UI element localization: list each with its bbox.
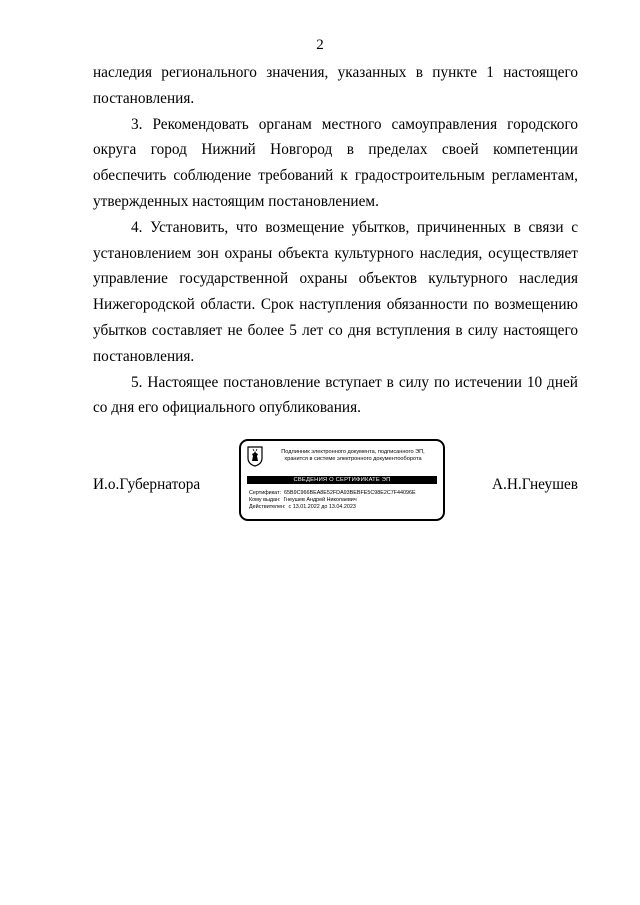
- page-number: 2: [316, 37, 324, 53]
- stamp-header-line-1: Подлинник электронного документа, подписанного ЭП,: [281, 449, 425, 455]
- stamp-details: [249, 490, 443, 512]
- stamp-header-line-2: хранится в системе электронного документооборота: [284, 456, 422, 462]
- cert-validity-label: Действителен:: [249, 504, 286, 511]
- document-body: [93, 60, 578, 421]
- electronic-signature-stamp: [239, 439, 445, 521]
- cert-owner-value: Гнеушев Андрей Николаевич: [283, 497, 357, 504]
- paragraph-5: 5. Настоящее постановление вступает в силу по истечении 10 дней со дня его официального опубликования.: [93, 373, 578, 417]
- cert-owner-label: Кому выдан:: [249, 497, 281, 504]
- paragraph-3: 3. Рекомендовать органам местного самоуправления городского округа город Нижний Новгород в пределах своей компетенции обеспечить соблюдение требований к градостроительным регламентам, утвержденных настоящим постановлением.: [93, 115, 578, 210]
- stamp-header: [265, 449, 441, 463]
- cert-validity-value: с 13.01.2022 до 13.04.2023: [288, 504, 356, 511]
- cert-number-value: 65B9C966BEA8E52FDA93BEBFE5C98E2C7F44096E: [284, 490, 416, 496]
- cert-validity-line: [249, 504, 443, 511]
- paragraph-continuation: наследия регионального значения, указанных в пункте 1 настоящего постановления.: [93, 64, 578, 107]
- stamp-title-bar: СВЕДЕНИЯ О СЕРТИФИКАТЕ ЭП: [247, 476, 437, 484]
- deer-coat-of-arms-icon: [247, 446, 263, 467]
- cert-number-label: Сертификат:: [249, 490, 282, 496]
- paragraph-4: 4. Установить, что возмещение убытков, причиненных в связи с установлением зон охраны объекта культурного наследия, осуществляет управление государственной охраны объектов культурного наследия Нижегородской области. Срок наступления обязанности по возмещению убытков составляет не более 5 лет со дня вступления в силу настоящего постановления.: [93, 218, 578, 365]
- signatory-name: А.Н.Гнеушев: [491, 476, 578, 493]
- signatory-title: И.о.Губернатора: [93, 476, 201, 493]
